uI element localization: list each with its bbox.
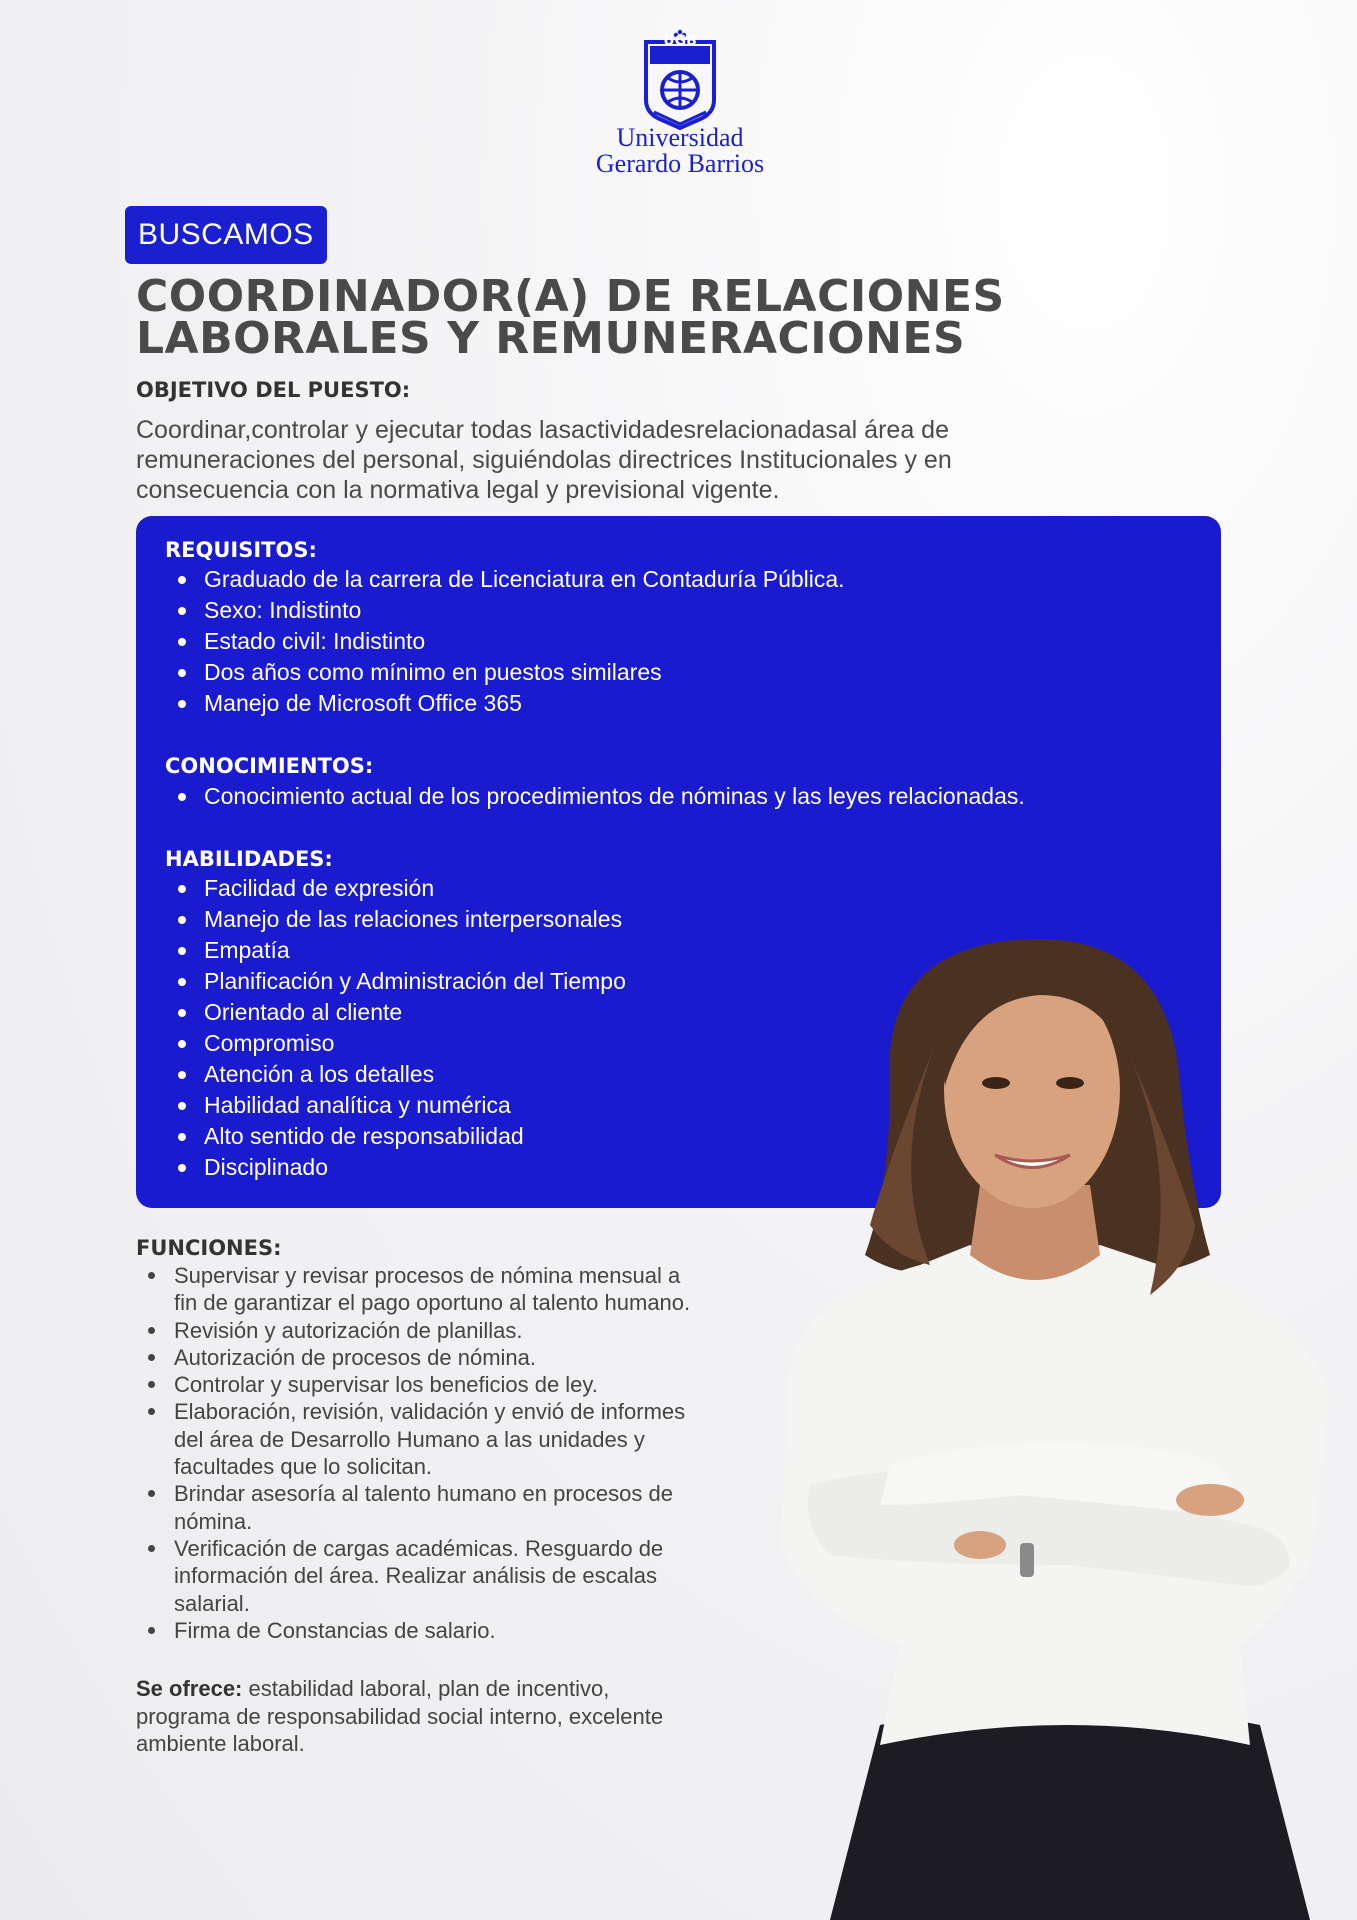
offer-line2: programa de responsabilidad social interno, excelente — [136, 1703, 664, 1729]
list-item: Disciplinado — [178, 1152, 626, 1183]
list-item — [148, 1317, 808, 1344]
conocimientos-list — [178, 781, 1025, 812]
list-item — [148, 1344, 808, 1371]
conocimientos-heading: CONOCIMIENTOS: — [165, 754, 374, 778]
list-item-line: Brindar asesoría al talento humano en procesos de — [174, 1481, 673, 1507]
job-title-line1: COORDINADOR(A) DE RELACIONES — [136, 271, 1005, 322]
list-item-line: Controlar y supervisar los beneficios de ley. — [174, 1372, 598, 1398]
list-item: Compromiso — [178, 1028, 626, 1059]
list-item: Atención a los detalles — [178, 1059, 626, 1090]
list-item-line: Revisión y autorización de planillas. — [174, 1317, 523, 1343]
requisitos-heading: REQUISITOS: — [165, 538, 317, 562]
list-item-line: Verificación de cargas académicas. Resguardo de — [174, 1535, 664, 1561]
list-item-line: salarial. — [174, 1590, 250, 1616]
list-item: Estado civil: Indistinto — [178, 626, 845, 657]
funciones-heading: FUNCIONES: — [136, 1236, 282, 1260]
list-item-line: fin de garantizar el pago oportuno al talento humano. — [174, 1290, 691, 1316]
objective-heading: OBJETIVO DEL PUESTO: — [136, 378, 411, 402]
buscamos-badge: BUSCAMOS — [125, 206, 327, 264]
list-item: Graduado de la carrera de Licenciatura en Contaduría Pública. — [178, 564, 845, 595]
list-item-line: Elaboración, revisión, validación y envió de informes — [174, 1399, 686, 1425]
logo-name-line2: Gerardo Barrios — [595, 149, 765, 178]
list-item: Empatía — [178, 935, 626, 966]
offer-line1: estabilidad laboral, plan de incentivo, — [242, 1676, 610, 1701]
list-item: Conocimiento actual de los procedimientos de nóminas y las leyes relacionadas. — [178, 781, 1025, 812]
list-item: Facilidad de expresión — [178, 873, 626, 904]
list-item-line: información del área. Realizar análisis de escalas — [174, 1563, 658, 1589]
list-item: Orientado al cliente — [178, 997, 626, 1028]
offer-line — [136, 1675, 663, 1703]
woman-photo — [770, 925, 1350, 1920]
job-title — [136, 271, 1136, 364]
list-item: Sexo: Indistinto — [178, 595, 845, 626]
list-item — [148, 1617, 808, 1644]
logo-name-line1: Universidad — [616, 123, 744, 152]
list-item-line: Autorización de procesos de nómina. — [174, 1344, 536, 1370]
list-item-line: facultades que lo solicitan. — [174, 1454, 433, 1480]
objective-text — [136, 415, 1096, 505]
list-item: Planificación y Administración del Tiempo — [178, 966, 626, 997]
list-item: Manejo de las relaciones interpersonales — [178, 904, 626, 935]
offer-line3: ambiente laboral. — [136, 1731, 305, 1756]
logo-abbrev: UGB — [663, 33, 697, 49]
university-logo — [560, 28, 800, 177]
funciones-list — [148, 1262, 808, 1644]
list-item: Habilidad analítica y numérica — [178, 1090, 626, 1121]
list-item — [148, 1262, 808, 1317]
list-item: Manejo de Microsoft Office 365 — [178, 688, 845, 719]
list-item-line: nómina. — [174, 1508, 253, 1534]
objective-line: Coordinar,controlar y ejecutar todas lasactividadesrelacionadasal área de — [136, 416, 949, 444]
offer-text — [136, 1675, 663, 1758]
list-item — [148, 1371, 808, 1398]
requisitos-list — [178, 564, 845, 719]
list-item-line: Firma de Constancias de salario. — [174, 1617, 496, 1643]
objective-line: consecuencia con la normativa legal y previsional vigente. — [136, 476, 780, 504]
list-item-line: del área de Desarrollo Humano a las unidades y — [174, 1426, 645, 1452]
objective-line: remuneraciones del personal, siguiéndolas directrices Institucionales y en — [136, 446, 952, 474]
list-item — [148, 1535, 808, 1617]
habilidades-list — [178, 873, 626, 1183]
habilidades-heading: HABILIDADES: — [165, 847, 333, 871]
list-item — [148, 1480, 808, 1535]
list-item-line: Supervisar y revisar procesos de nómina mensual a — [174, 1263, 681, 1288]
job-title-line2: LABORALES Y REMUNERACIONES — [136, 313, 966, 364]
offer-label: Se ofrece: — [136, 1676, 243, 1701]
list-item: Dos años como mínimo en puestos similares — [178, 657, 845, 688]
list-item: Alto sentido de responsabilidad — [178, 1121, 626, 1152]
list-item — [148, 1398, 808, 1480]
